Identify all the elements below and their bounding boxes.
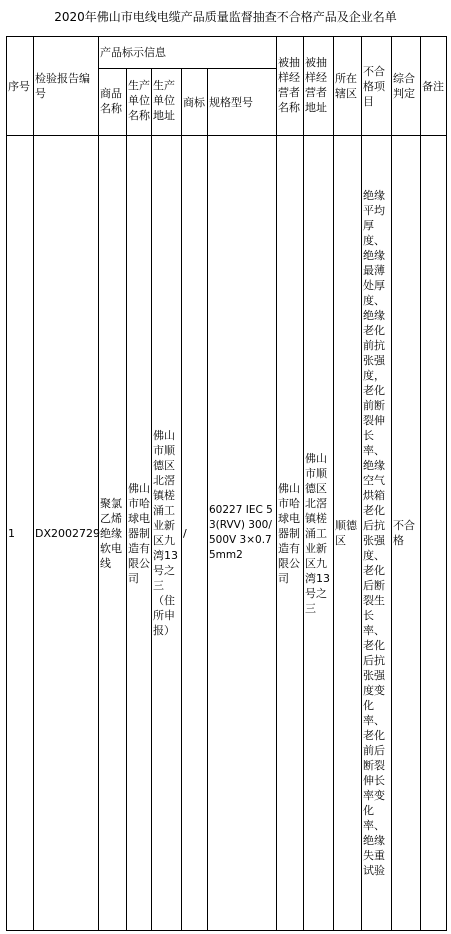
grid-line xyxy=(303,36,304,931)
header-manufacturer: 生产单位名称 xyxy=(128,79,150,122)
row-seq: 1 xyxy=(8,526,15,540)
header-remark: 备注 xyxy=(422,79,444,93)
grid-line xyxy=(33,36,34,931)
header-report-no: 检验报告编号 xyxy=(35,72,90,100)
row-failed-items: 绝缘平均厚度、绝缘最薄处厚度、绝缘老化前抗张强度，老化前断裂伸长率、绝缘空气烘箱老化后抗张强度、老化后断裂生长率、老化后抗张强度变化率、老化前后断裂伸长率变化率、绝缘失重试验 xyxy=(363,189,385,877)
header-verdict: 综合判定 xyxy=(393,72,415,100)
header-spec: 规格型号 xyxy=(209,95,253,109)
grid-line xyxy=(361,36,362,931)
grid-line xyxy=(126,68,127,931)
header-sampled-addr: 被抽样经营者地址 xyxy=(305,56,327,114)
grid-line xyxy=(151,68,152,931)
grid-line xyxy=(276,36,277,931)
row-sampled-name: 佛山市哈球电器制造有限公司 xyxy=(278,481,300,585)
row-manufacturer-addr: 佛山市顺德区北滘镇槎涌工业新区九湾13号之三（住所申报） xyxy=(153,429,178,637)
table-title: 2020年佛山市电线电缆产品质量监督抽查不合格产品及企业名单 xyxy=(54,10,397,24)
grid-line xyxy=(6,930,446,931)
grid-line xyxy=(391,36,392,931)
grid-line xyxy=(420,36,421,931)
row-product-name: 聚氯乙烯绝缘软电线 xyxy=(100,496,122,570)
header-manufacturer-addr: 生产单位地址 xyxy=(153,79,175,122)
header-failed-items: 不合格项目 xyxy=(363,64,385,108)
grid-line xyxy=(333,36,334,931)
header-product-info: 产品标示信息 xyxy=(100,46,166,59)
grid-line xyxy=(446,36,447,931)
row-sampled-addr: 佛山市顺德区北滘镇槎涌工业新区九湾13号之三 xyxy=(305,451,330,615)
row-report-no: DX2002729 xyxy=(35,526,100,540)
header-product-name: 商品名称 xyxy=(100,87,122,115)
row-remark xyxy=(422,136,446,930)
header-district: 所在辖区 xyxy=(335,72,357,100)
header-sampled-name: 被抽样经营者名称 xyxy=(278,56,300,114)
row-district: 顺德区 xyxy=(335,519,357,547)
row-verdict: 不合格 xyxy=(393,519,415,547)
grid-line xyxy=(207,68,208,931)
header-brand: 商标 xyxy=(183,95,205,109)
header-seq: 序号 xyxy=(8,79,30,93)
row-spec: 60227 IEC 53(RVV) 300/500V 3×0.75mm2 xyxy=(209,504,273,561)
row-manufacturer: 佛山市哈球电器制造有限公司 xyxy=(128,481,150,585)
grid-line xyxy=(181,68,182,931)
grid-line xyxy=(6,36,7,931)
row-brand: / xyxy=(183,526,187,540)
